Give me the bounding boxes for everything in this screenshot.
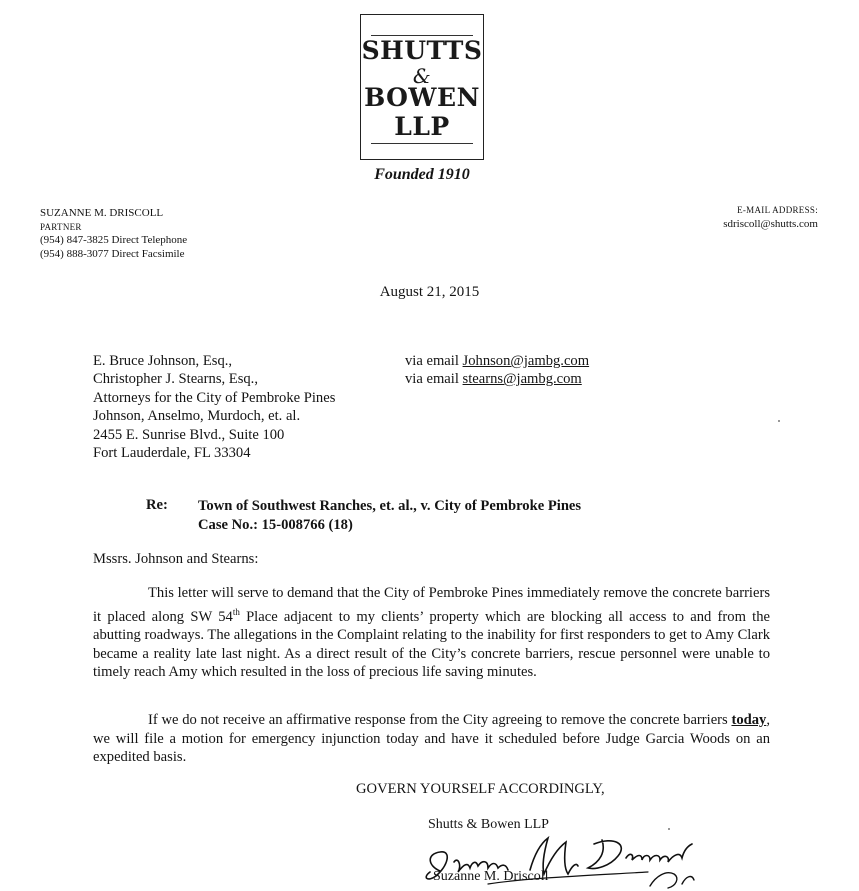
superscript: th [232, 606, 240, 617]
delivery-line [405, 352, 589, 370]
addressee-line: Christopher J. Stearns, Esq., [93, 371, 258, 388]
paragraph-text: If we do not receive an affirmative response from the City agreeing to remove the concrete barriers [148, 712, 732, 728]
delivery-line [405, 370, 589, 388]
closing: GOVERN YOURSELF ACCORDINGLY, [356, 781, 605, 797]
addressee-line: Attorneys for the City of Pembroke Pines [93, 389, 336, 406]
re-case-title: Town of Southwest Ranches, et. al., v. City of Pembroke Pines [198, 498, 582, 514]
logo-text-shutts: SHUTTS [361, 36, 483, 65]
email-label: E-MAIL ADDRESS: [737, 205, 818, 215]
salutation: Mssrs. Johnson and Stearns: [93, 551, 259, 567]
sender-block [40, 207, 187, 261]
email-block [723, 204, 818, 231]
delivery-prefix: via email [405, 371, 463, 388]
body-paragraph-2 [93, 711, 770, 767]
logo-text-ampersand: & [412, 64, 432, 88]
email-address: sdriscoll@shutts.com [723, 217, 818, 230]
sender-fax: (954) 888-3077 Direct Facsimile [40, 247, 185, 260]
logo-text-bowen: BOWEN [364, 83, 480, 112]
delivery-block [405, 352, 589, 389]
sender-phone: (954) 847-3825 Direct Telephone [40, 234, 188, 246]
email-link-johnson[interactable]: Johnson@jambg.com [462, 353, 590, 369]
paragraph-text: Place adjacent to my clients’ property which are blocking all access to and from the abutting roadways. The allegations in the Complaint relating to the inability for first responders to get to Amy Clark became a reality late last night. As a direct result of the City’s concrete barriers, rescue personnel were unable to timely reach Amy which resulted in the loss of precious life saving minutes. [93, 608, 770, 681]
addressee-line: Johnson, Anselmo, Murdoch, et. al. [93, 408, 301, 425]
founded-tagline: Founded 1910 [374, 166, 470, 183]
delivery-prefix: via email [405, 353, 463, 369]
scan-speck [778, 420, 780, 422]
addressee-line: E. Bruce Johnson, Esq., [93, 353, 233, 369]
firm-logo [360, 14, 484, 160]
re-case-number: Case No.: 15-008766 (18) [198, 516, 353, 533]
body-paragraph-1 [93, 584, 770, 682]
logo-rule-bottom [371, 143, 473, 144]
re-label: Re: [146, 497, 168, 513]
sender-name: SUZANNE M. DRISCOLL [40, 207, 164, 219]
paragraph-text: , we will file a motion for emergency injunction today and have it scheduled before Judge Garcia Woods on an expedited basis. [93, 712, 770, 766]
letter-date: August 21, 2015 [379, 284, 480, 300]
addressee-block [93, 352, 335, 462]
signature-signer-name: Suzanne M. Driscoll [433, 869, 549, 884]
paragraph-text: This letter will serve to demand that the City of Pembroke Pines immediately remove the concrete barriers it placed along SW 54 [93, 585, 770, 625]
sender-title: PARTNER [40, 221, 82, 232]
re-subject [198, 497, 581, 534]
logo-text-llp: LLP [394, 112, 450, 141]
emphasis-today: today [731, 712, 767, 728]
email-link-stearns[interactable]: stearns@jambg.com [462, 371, 582, 388]
addressee-line: Fort Lauderdale, FL 33304 [93, 445, 251, 462]
scan-speck [668, 828, 670, 830]
signature-firm: Shutts & Bowen LLP [428, 817, 549, 832]
addressee-line: 2455 E. Sunrise Blvd., Suite 100 [93, 426, 285, 443]
